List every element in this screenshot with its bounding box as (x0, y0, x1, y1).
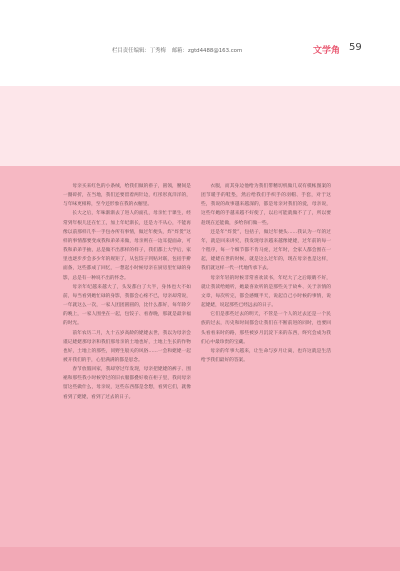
article-column-right (201, 182, 331, 365)
editor-name: 栏目责任编辑：丁秀梅 (112, 48, 166, 54)
paragraph: 母亲的年事大越来，让生命与岁月让离，也许这就是生活给予我们最好的答案。 (201, 348, 331, 363)
paragraph: 母亲年轻的时候非常喜欢读书，年纪大了之后眼睛不好，就让我读给她听，她最喜欢听的是那些关于故乡、关于亲情的文章，每次听完，都会感慨半天，说起自己小时候的事情，说起姥姥，说起那些已经远去的日子。 (201, 275, 331, 309)
article-column-left (63, 182, 191, 402)
light-pink-band (0, 86, 400, 166)
paragraph: 前年农历二月，九十五岁高龄的姥姥去世，我以为母亲会谨记姥姥那母亲和我们那母亲的土地也好，土地上生长的作物也好，土地上的那些，同野生般关的风俗……一会和姥姥一起被开我们的手，心里满满的都是思念。 (63, 330, 191, 363)
paragraph: 母亲年纪越来越大了，头发都白了大半，身体也大不如前，每当看到她忙碌的身影，我都会心疼不已，母亲却常说，一年就这么一次，一家人团团圆圆的，比什么都好，每年除夕的晚上，一家人围坐在一起，包饺子、看春晚，那就是最幸福的时光。 (63, 284, 191, 327)
paragraph: 母亲买来红色的小条绒，给我们做的褂子，圆领，腰间是一圈碎折，在当地，我们还要留着两针边，红彤彤真洋洋的，与年味更相称，至今还形象在我的衣橱里。 (63, 184, 191, 208)
paragraph: 衣服，而其身边他给为我们带精切机做几双有模帐图案的团节暖手的鞋垫，然后给我们手织手的羽帽、手套，对于这些，我说的故事越来越深的，都是母亲对我们的爱，母亲说，这些年她的手越来越不好使了，以后可能就做不了了，所以要趁现在还能做，多给你们做一些。 (201, 184, 331, 226)
paragraph: 春节放假回家，我却穿过年发现，母亲把姥姥的裤子、围裙和那些我小时候穿过的旧衣服都叠好收在柜子里，我问母亲留这些做什么，母亲说，这些东西都是念想，看到它们，就像看到了姥姥，看到了过去的日子。 (63, 367, 191, 400)
paragraph: 长大之后，年味渐渐去了进人的面孔，母亲忙于课生，经常到年根儿还在忙工，加上年纪渐长，还是力不从心，不能再像以前那样几乎一手包办所有事情，做过年便头，炸“炸货”这样的事情都要变成我和弟弟来做，母亲则在一边耳提面命，可我和弟弟手抽，总是做不出那样的样子，我们都上大学后，家里也逐步步会多少年的规矩了，从包饺子到贴对联，包括手擀面条，这些都成了回忆，一想起小时候母亲在厨房里忙碌的身影，总是有一种说不出的怀念。 (63, 211, 191, 281)
page-number: 59 (349, 42, 362, 53)
pink-band (0, 166, 400, 571)
paragraph: 它们是那些过去的明天，不管是一个人的过去还是一个民族的过去，历史和时间都会让我们在不断前进的同时，也要回头看看来时的路，那些被岁月沉淀下来的东西，终究会成为我们心中最珍贵的宝藏。 (201, 312, 331, 345)
paragraph: 还是年“炸货”，包括子，做过年便头……我认为一年的过年，就是回来讲究，我发现母亲越来越像姥姥，过年前的每一个程序，每一个细节都不肯马虎，过年时，全家人都会围在一起，姥姥在世的时候，就是这么过年的，现在母亲也是这样，我们就这样一代一代地传承下去。 (201, 229, 331, 272)
section-title: 文学角 (313, 46, 341, 56)
editor-email: 邮箱：zgtd4488@163.com (171, 48, 243, 54)
header-editor-info (112, 46, 312, 54)
